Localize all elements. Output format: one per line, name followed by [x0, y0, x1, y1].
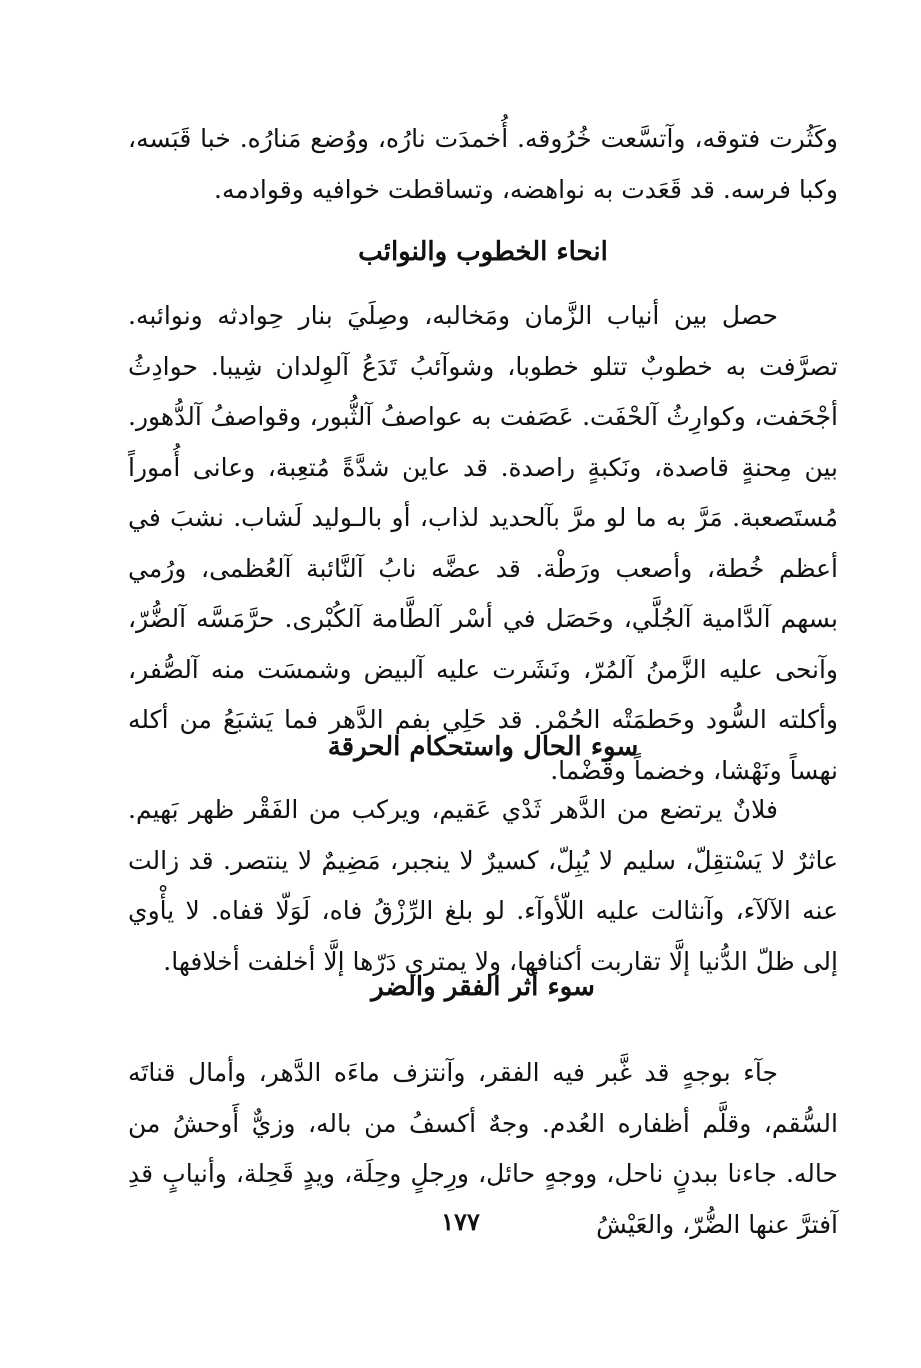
- paragraph-opening-text: وكَثُرت فتوقه، وآتسَّعت خُرُوقه. أُخمدَت نارُه، ووُضع مَنارُه. خبا قَبَسه، وكبا فرسه. قد قَعَدت به نواهضه، وتساقطت خوافيه وقوادمه.: [128, 124, 838, 204]
- page-number: ١٧٧: [441, 1207, 480, 1236]
- paragraph-poverty-effect-text: جآء بوجهٍ قد غَّبر فيه الفقر، وآنتزف ماءَه الدَّهر، وأمال قناتَه السُّقم، وقلَّم أظفاره العُدم. وجهٌ أكسفُ من باله، وزيٌّ أَوحشُ من حاله. جاءنا ببدنٍ ناحل، ووجهٍ حائل، ورِجلٍ وحِلَة، ويدٍ قَحِلة، وأنيابٍ قدِ آفترَّ عنها الضُّرّ، والعَيْشُ: [128, 1058, 838, 1239]
- paragraph-bad-condition: [128, 785, 838, 987]
- paragraph-calamities: [128, 291, 838, 796]
- paragraph-opening: [128, 114, 838, 215]
- heading-calamities: انحاء الخطوب والنوائب: [358, 237, 608, 267]
- paragraph-bad-condition-text: فلانٌ يرتضع من الدَّهر ثَدْي عَقيم، ويركب من الفَقْر ظهر بَهيم. عاثرٌ لا يَسْتقِلّ، سليم لا يُبِلّ، كسيرٌ لا ينجبر، مَضِيمٌ لا ينتصر. قد زالت عنه الآلآء، وآنثالت عليه اللّأوآء. لو بلغ الرِّزْقُ فاه، لَوَلّا قفاه. لا يأْوي إلى ظلّ الدُّنيا إلَّا تقاربت أكنافها، ولا يمتري دَرّها إلَّا أخلفت أخلافها.: [128, 795, 838, 976]
- heading-poverty-effect: سوء أثر الفقر والضر: [371, 972, 595, 1002]
- paragraph-calamities-text: حصل بين أنياب الزَّمان ومَخالبه، وصِلَيَ بنار حِوادثه ونوائبه. تصرَّفت به خطوبٌ تتلو خطوبا، وشوآئبُ تَدَعُ آلوِلدان شِيبا. حوادِثُ أجْحَفت، وكوارِثُ آلحْفَت. عَصَفت به عواصفُ آلثُّبور، وقواصفُ آلدُّهور. بين مِحنةٍ قاصدة، ونَكبةٍ راصدة. قد عاين شدَّةً مُتعِبة، وعانى أُموراً مُستَصعبة. مَرَّ به ما لو مرَّ بآلحديد لذاب، أو بالـوليد لَشاب. نشبَ في أعظم خُطة، وأصعب ورَطْة. قد عضَّه نابُ آلنَّائبة آلعُظمى، ورُمي بسهم آلدَّامية آلجُلَّي، وحَصَل في أسْر آلطَّامة آلكُبْرى. حرَّمَسَّه آلضُّرّ، وآنحى عليه الزَّمنُ آلمُرّ، ونَشَرت عليه آلبيض وشمسَت منه آلصُّفر، وأكلته السُّود وحَطمَتْه الحُمْر. قد حَلِي بفم الدَّهر فما يَشبَعُ من أكله نهساً ونَهْشا، وخضماً وقَضْما.: [128, 301, 838, 785]
- heading-bad-condition: سوء الحال واستحكام الحرقة: [327, 732, 639, 762]
